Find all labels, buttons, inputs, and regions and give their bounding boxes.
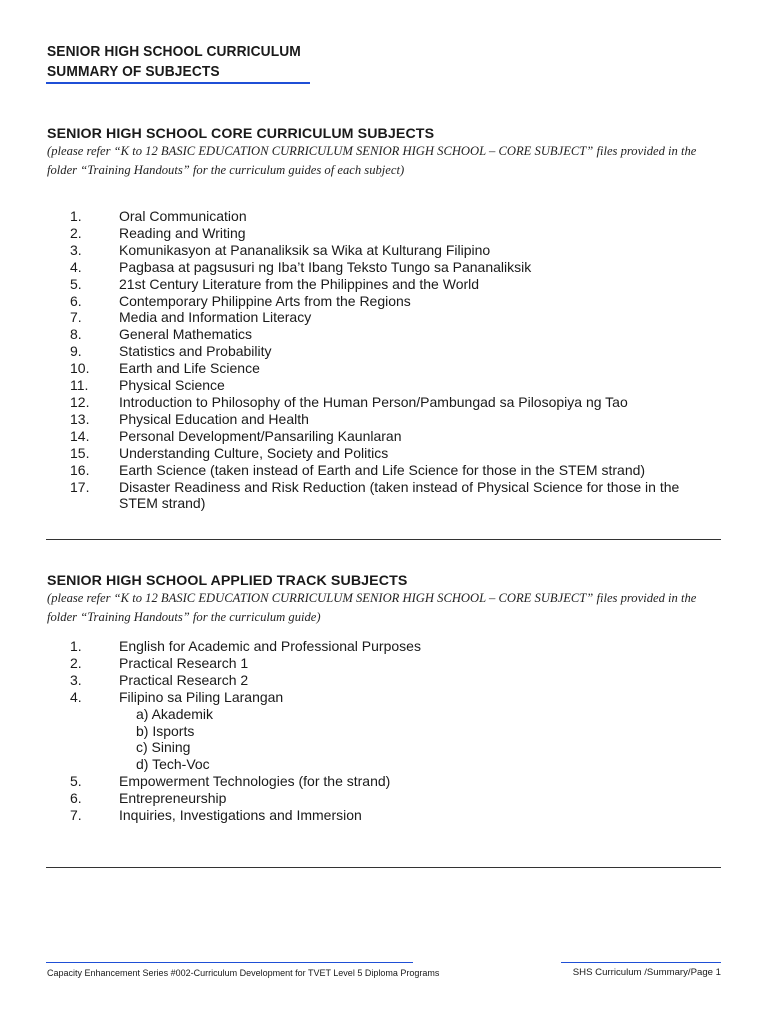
list-number: 14. (70, 427, 90, 444)
list-number: 2. (70, 654, 82, 671)
list-text: Reading and Writing (119, 224, 246, 241)
list-item (70, 309, 721, 326)
list-text: Inquiries, Investigations and Immersion (119, 807, 362, 824)
list-text: Physical Education and Health (119, 410, 309, 427)
list-text: Disaster Readiness and Risk Reduction (taken instead of Physical Science for those in the STEM strand) (119, 478, 680, 512)
list-number: 1. (70, 208, 82, 224)
list-number: 6. (70, 292, 82, 309)
list-item (70, 360, 721, 377)
list-item-with-subitems (119, 689, 721, 774)
list-text: Personal Development/Pansariling Kaunlaran (119, 427, 402, 444)
filipino-strand-sublist (119, 706, 721, 774)
list-text: Entrepreneurship (119, 790, 227, 807)
list-number: 11. (70, 377, 89, 394)
list-item (70, 428, 721, 445)
sublist-item: c) Sining (136, 739, 191, 756)
list-item (70, 208, 721, 225)
list-item (70, 225, 721, 242)
list-item (70, 790, 721, 807)
list-number: 7. (70, 309, 82, 326)
list-item (70, 276, 721, 293)
list-item (70, 343, 721, 360)
list-item (70, 689, 721, 774)
list-text: Earth and Life Science (119, 360, 260, 377)
list-item (70, 394, 721, 411)
list-item (70, 411, 721, 428)
list-text: Earth Science (taken instead of Earth and Life Science for those in the STEM strand) (119, 461, 646, 478)
footer-rule-left (46, 962, 413, 963)
list-item (70, 638, 721, 655)
list-number: 4. (70, 258, 82, 275)
list-text: Filipino sa Piling Larangan (119, 688, 284, 705)
list-item (70, 672, 721, 689)
core-section-heading: SENIOR HIGH SCHOOL CORE CURRICULUM SUBJECTS (47, 126, 435, 142)
list-number: 5. (70, 275, 82, 292)
sublist-item: b) Isports (136, 722, 195, 739)
list-item (70, 462, 721, 479)
section-divider (46, 539, 721, 540)
list-item (70, 773, 721, 790)
list-item (70, 655, 721, 672)
footer-page-label: SHS Curriculum /Summary/Page 1 (572, 967, 721, 978)
document-title-line-2: SUMMARY OF SUBJECTS (47, 63, 220, 80)
list-text: Oral Communication (119, 208, 247, 224)
section-divider (46, 867, 721, 868)
list-number: 17. (70, 478, 90, 495)
list-text: Physical Science (119, 377, 225, 394)
applied-subject-list (70, 638, 721, 824)
list-text: Statistics and Probability (119, 343, 272, 360)
applied-section-note: (please refer “K to 12 BASIC EDUCATION CURRICULUM SENIOR HIGH SCHOOL – CORE SUBJECT” files provided in the folder “Training Handouts” for the curriculum guide) (47, 591, 697, 624)
list-text: Contemporary Philippine Arts from the Regions (119, 292, 411, 309)
list-number: 6. (70, 790, 82, 807)
list-item (70, 326, 721, 343)
list-number: 5. (70, 773, 82, 790)
sublist-item: d) Tech-Voc (136, 756, 210, 773)
list-item (70, 807, 721, 824)
list-text: Pagbasa at pagsusuri ng Iba’t Ibang Teksto Tungo sa Pananaliksik (119, 258, 532, 275)
list-text: English for Academic and Professional Purposes (119, 638, 421, 654)
list-number: 3. (70, 241, 82, 258)
list-number: 13. (70, 410, 90, 427)
list-text: Introduction to Philosophy of the Human Person/Pambungad sa Pilosopiya ng Tao (119, 393, 628, 410)
document-title-line-1: SENIOR HIGH SCHOOL CURRICULUM (47, 43, 301, 60)
list-item (70, 259, 721, 276)
core-section-note: (please refer “K to 12 BASIC EDUCATION CURRICULUM SENIOR HIGH SCHOOL – CORE SUBJECT” files provided in the folder “Training Handouts” for the curriculum guides of each subject) (47, 144, 697, 177)
footer-rule-right (561, 962, 721, 963)
list-text: Understanding Culture, Society and Politics (119, 444, 389, 461)
footer-series-text: Capacity Enhancement Series #002-Curriculum Development for TVET Level 5 Diploma Programs (47, 968, 440, 978)
list-number: 12. (70, 393, 90, 410)
list-number: 16. (70, 461, 90, 478)
core-subject-list (70, 208, 721, 512)
list-number: 10. (70, 360, 90, 377)
sublist-item: a) Akademik (136, 705, 214, 722)
list-number: 15. (70, 444, 90, 461)
applied-section-heading: SENIOR HIGH SCHOOL APPLIED TRACK SUBJECTS (47, 573, 408, 589)
list-text: Practical Research 1 (119, 654, 249, 671)
list-text: General Mathematics (119, 326, 253, 343)
list-number: 7. (70, 807, 82, 824)
list-number: 1. (70, 638, 82, 654)
list-text: Practical Research 2 (119, 671, 249, 688)
list-number: 8. (70, 326, 82, 343)
list-text: Komunikasyon at Pananaliksik sa Wika at Kulturang Filipino (119, 241, 491, 258)
list-number: 9. (70, 343, 82, 360)
title-underline (46, 82, 310, 84)
list-text: 21st Century Literature from the Philippines and the World (119, 275, 480, 292)
list-number: 4. (70, 688, 82, 705)
list-item (70, 377, 721, 394)
list-item (70, 293, 721, 310)
list-item (70, 242, 721, 259)
list-text: Media and Information Literacy (119, 309, 312, 326)
list-item (70, 445, 721, 462)
list-number: 3. (70, 671, 82, 688)
list-item (70, 479, 721, 513)
list-number: 2. (70, 224, 82, 241)
list-text: Empowerment Technologies (for the strand) (119, 773, 391, 790)
